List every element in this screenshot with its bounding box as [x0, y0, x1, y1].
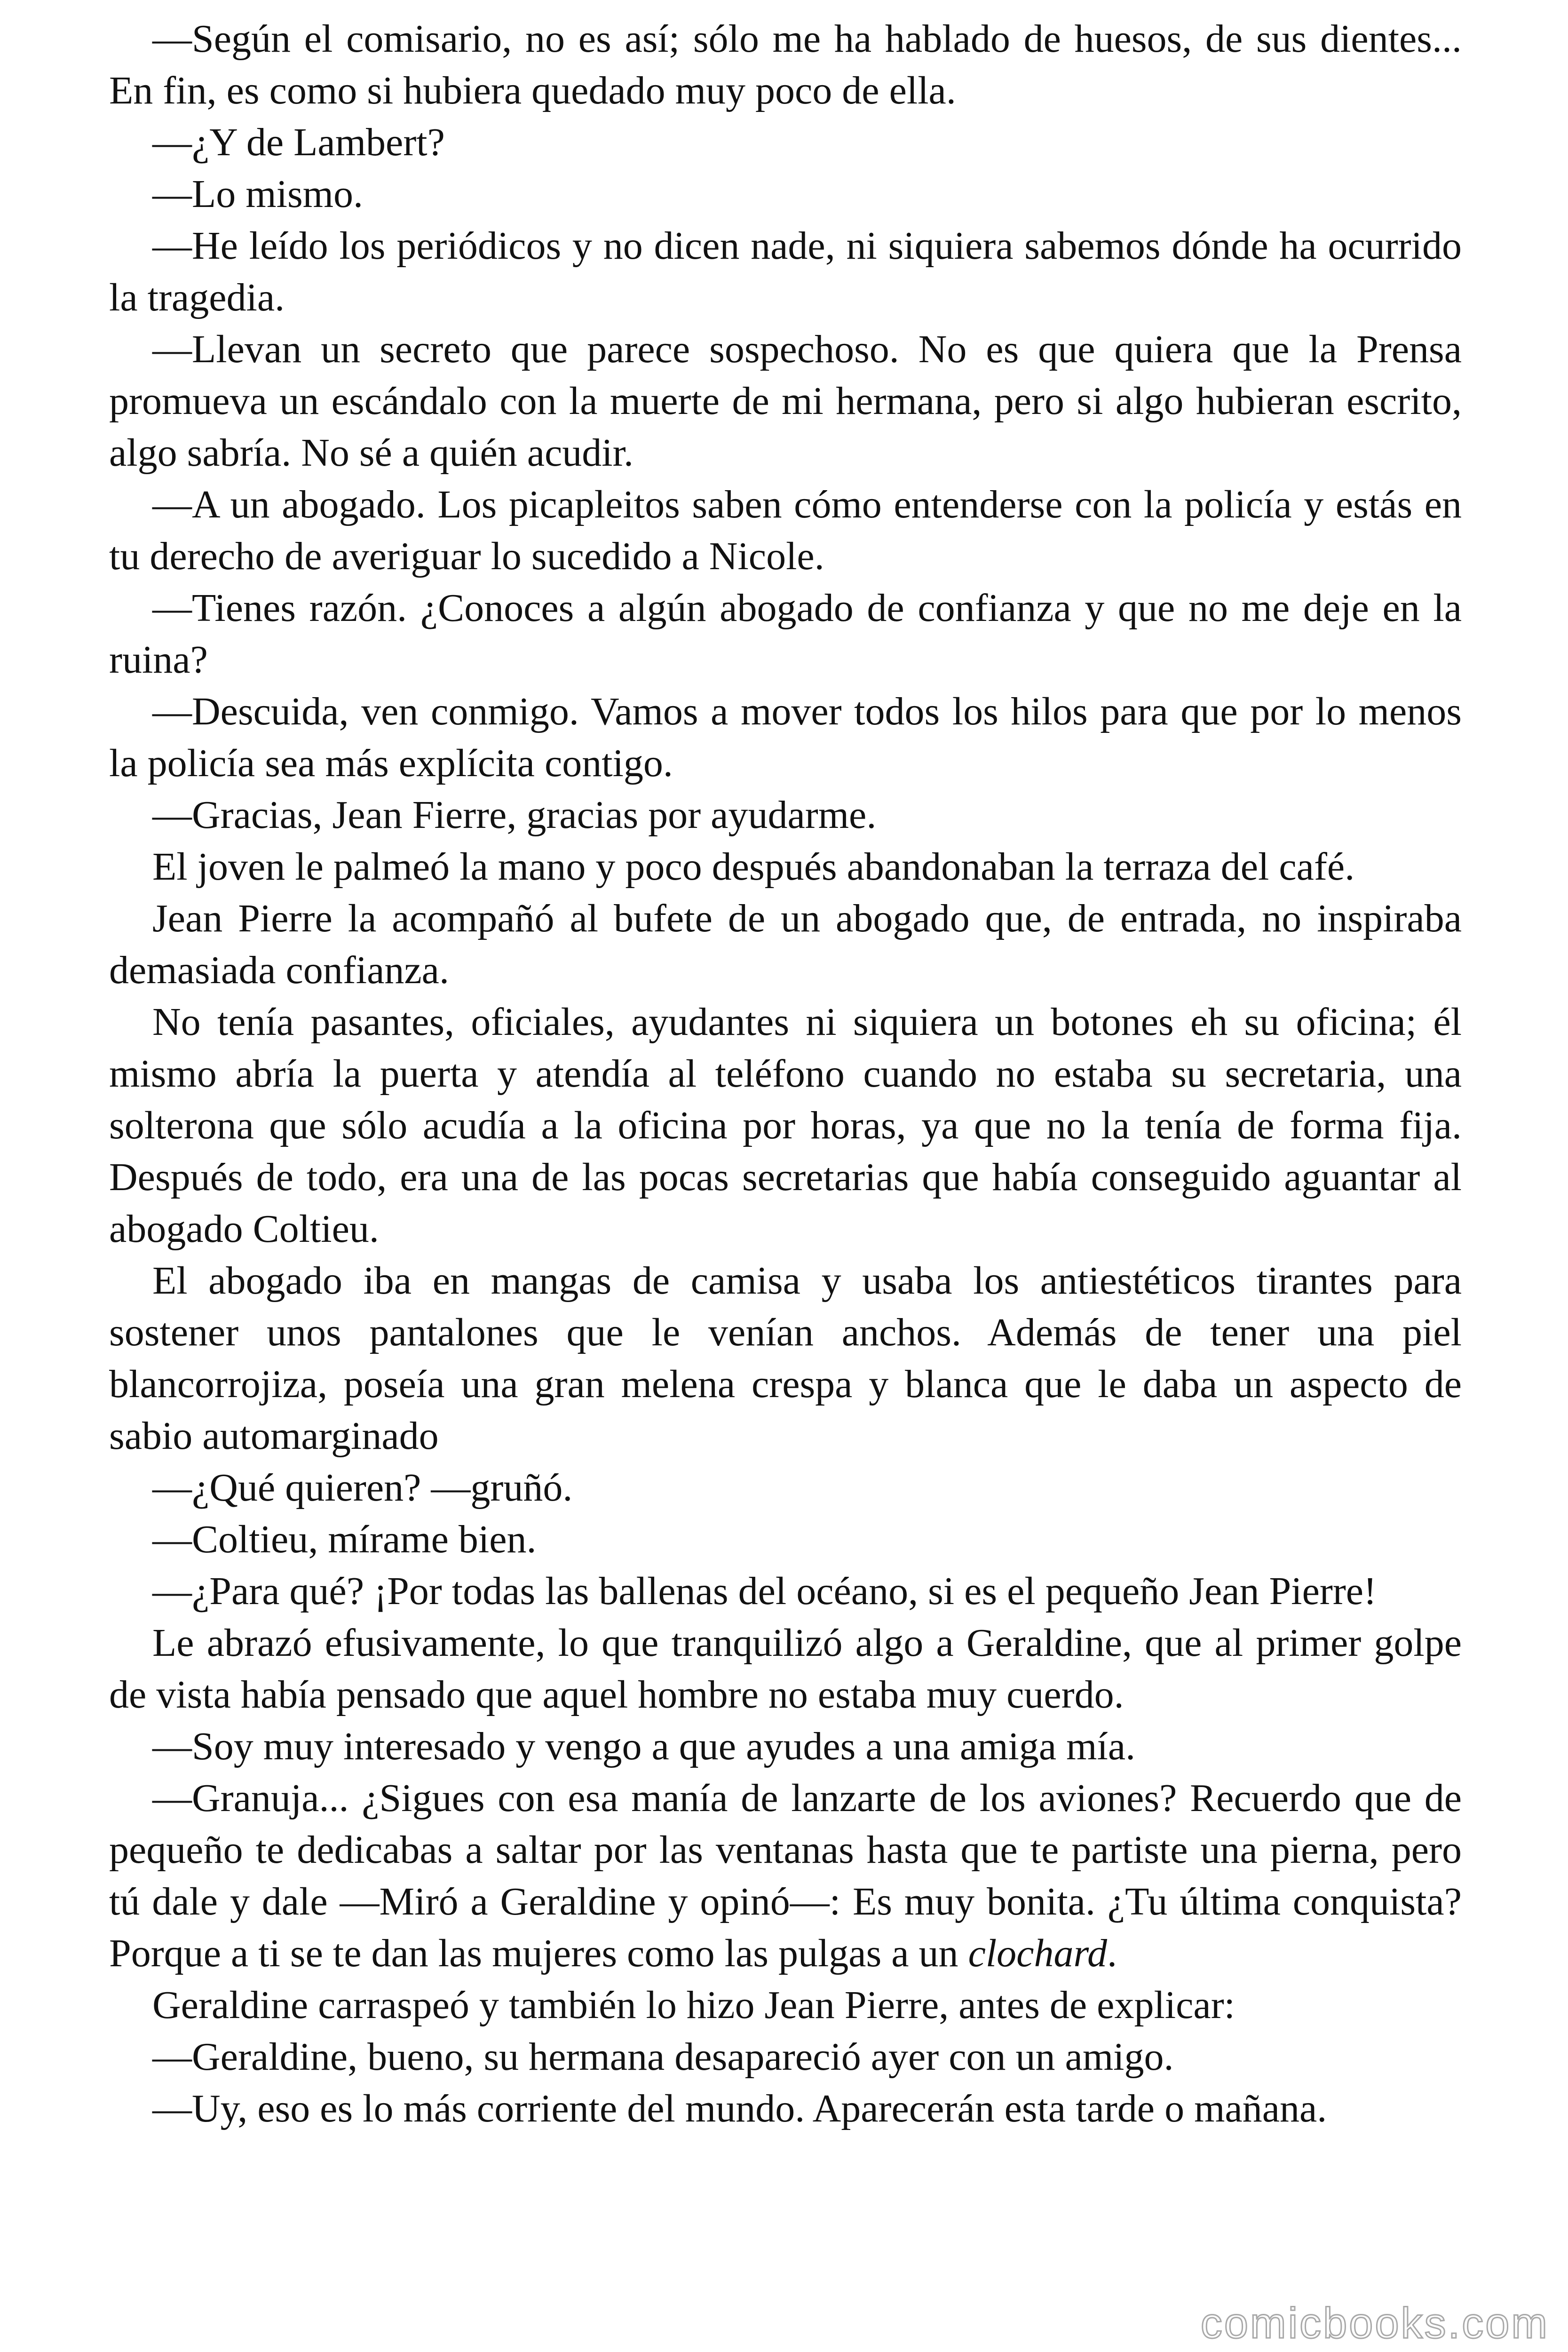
paragraph: Jean Pierre la acompañó al bufete de un abogado que, de entrada, no inspiraba demasiada confianza.: [109, 897, 1462, 992]
paragraph-granuja-text: —Granuja... ¿Sigues con esa manía de lanzarte de los aviones? Recuerdo que de pequeño te dedicabas a saltar por las ventanas hasta que te partiste una pierna, pero tú dale y dale —Miró a Geraldine y opinó—: Es muy bonita. ¿Tu última conquista? Porque a ti se te dan las mujeres como las pulgas a un: [109, 1776, 1462, 1975]
paragraph: —Gracias, Jean Fierre, gracias por ayudarme.: [152, 793, 877, 837]
paragraph: —Lo mismo.: [152, 172, 364, 216]
paragraph: —Coltieu, mírame bien.: [152, 1518, 537, 1561]
paragraph: —Descuida, ven conmigo. Vamos a mover todos los hilos para que por lo menos la policía sea más explícita contigo.: [109, 690, 1462, 785]
paragraph-granuja-end: .: [1107, 1931, 1117, 1975]
paragraph: —Geraldine, bueno, su hermana desapareció ayer con un amigo.: [152, 2035, 1174, 2079]
paragraph: —¿Y de Lambert?: [152, 120, 445, 164]
paragraph: El joven le palmeó la mano y poco después abandonaban la terraza del café.: [152, 845, 1355, 889]
paragraph: —Según el comisario, no es así; sólo me ha hablado de huesos, de sus dientes... En fin, es como si hubiera quedado muy poco de ella.: [109, 17, 1462, 112]
paragraph-granuja: [109, 1772, 1462, 1979]
paragraph: —Tienes razón. ¿Conoces a algún abogado de confianza y que no me deje en la ruina?: [109, 586, 1462, 682]
paragraph: Le abrazó efusivamente, lo que tranquilizó algo a Geraldine, que al primer golpe de vista había pensado que aquel hombre no estaba muy cuerdo.: [109, 1621, 1462, 1716]
paragraph: —A un abogado. Los picapleitos saben cómo entenderse con la policía y estás en tu derecho de averiguar lo sucedido a Nicole.: [109, 483, 1462, 578]
paragraph: —¿Qué quieren? —gruñó.: [152, 1466, 573, 1510]
paragraph: —Uy, eso es lo más corriente del mundo. Aparecerán esta tarde o mañana.: [152, 2087, 1327, 2130]
paragraph: Geraldine carraspeó y también lo hizo Jean Pierre, antes de explicar:: [152, 1983, 1235, 2027]
paragraph: No tenía pasantes, oficiales, ayudantes ni siquiera un botones eh su oficina; él mismo abría la puerta y atendía al teléfono cuando no estaba su secretaria, una solterona que sólo acudía a la oficina por horas, ya que no la tenía de forma fija. Después de todo, era una de las pocas secretarias que había conseguido aguantar al abogado Coltieu.: [109, 1000, 1462, 1251]
paragraph: —¿Para qué? ¡Por todas las ballenas del océano, si es el pequeño Jean Pierre!: [152, 1569, 1377, 1613]
paragraph: El abogado iba en mangas de camisa y usaba los antiestéticos tirantes para sostener unos pantalones que le venían anchos. Además de tener una piel blancorrojiza, poseía una gran melena crespa y blanca que le daba un aspecto de sabio automarginado: [109, 1259, 1462, 1458]
paragraph: —Soy muy interesado y vengo a que ayudes a una amiga mía.: [152, 1724, 1136, 1768]
paragraph: —Llevan un secreto que parece sospechoso. No es que quiera que la Prensa promueva un escándalo con la muerte de mi hermana, pero si algo hubieran escrito, algo sabría. No sé a quién acudir.: [109, 327, 1462, 475]
book-page-text: [109, 13, 1462, 2135]
paragraph: —He leído los periódicos y no dicen nade, ni siquiera sabemos dónde ha ocurrido la tragedia.: [109, 224, 1462, 319]
watermark-logo: comicbooks.com: [1200, 2299, 1549, 2347]
italic-word: clochard: [968, 1931, 1108, 1975]
